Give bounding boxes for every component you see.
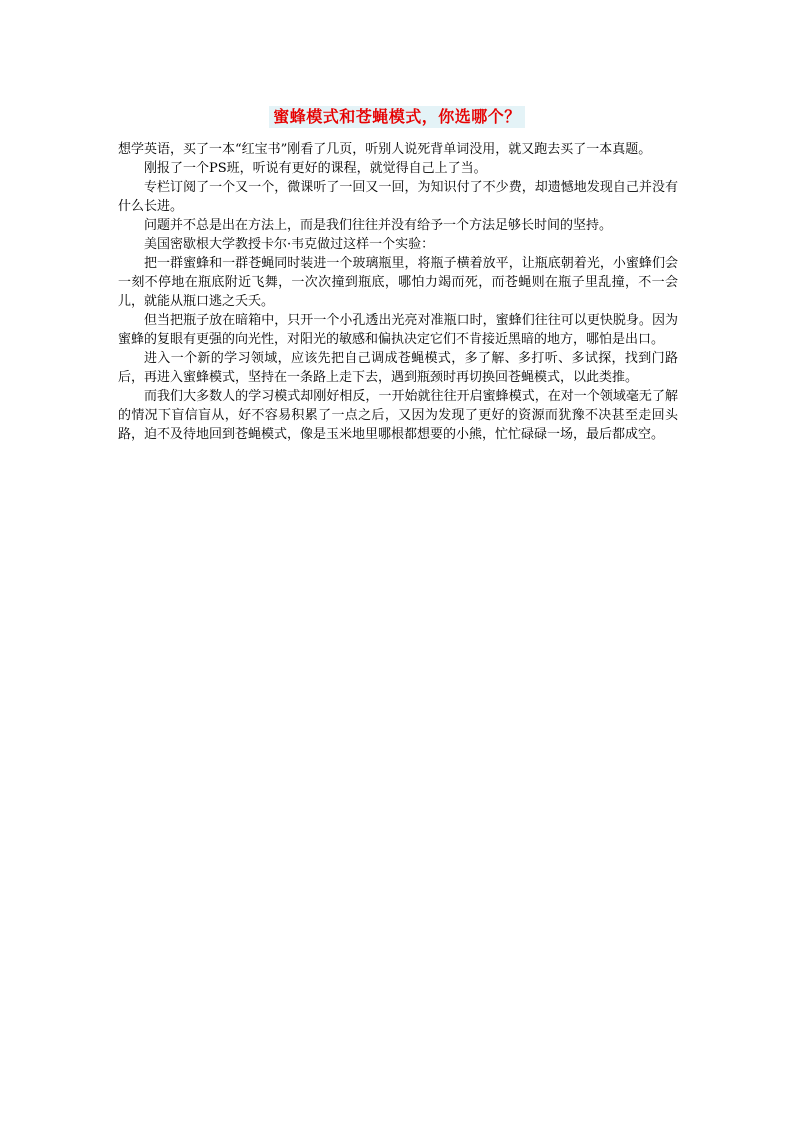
paragraph: 进入一个新的学习领域，应该先把自己调成苍蝇模式，多了解、多打听、多试探，找到门路后，再进入蜜蜂模式，坚持在一条路上走下去，遇到瓶颈时再切换回苍蝇模式，以此类推。 (118, 351, 678, 385)
document-title: 蜜蜂模式和苍蝇模式，你选哪个？ (269, 106, 525, 128)
document-body (118, 140, 678, 444)
paragraph: 把一群蜜蜂和一群苍蝇同时装进一个玻璃瓶里，将瓶子横着放平，让瓶底朝着光，小蜜蜂们会一刻不停地在瓶底附近飞舞，一次次撞到瓶底，哪怕力竭而死，而苍蝇则在瓶子里乱撞，不一会儿，就能从瓶口逃之夭夭。 (118, 256, 678, 309)
paragraph: 专栏订阅了一个又一个，微课听了一回又一回，为知识付了不少费，却遗憾地发现自己并没有什么长进。 (118, 180, 678, 214)
paragraph: 问题并不总是出在方法上，而是我们往往并没有给予一个方法足够长时间的坚持。 (144, 218, 613, 233)
title-container (0, 106, 794, 128)
paragraph: 但当把瓶子放在暗箱中，只开一个小孔透出光亮对准瓶口时，蜜蜂们往往可以更快脱身。因为蜜蜂的复眼有更强的向光性，对阳光的敏感和偏执决定它们不肯接近黑暗的地方，哪怕是出口。 (118, 313, 678, 347)
paragraph: 美国密歇根大学教授卡尔·韦克做过这样一个实验： (144, 237, 435, 252)
paragraph: 刚报了一个PS班，听说有更好的课程，就觉得自己上了当。 (144, 161, 487, 176)
paragraph: 想学英语，买了一本“红宝书”刚看了几页，听别人说死背单词没用，就又跑去买了一本真题。 (118, 142, 652, 157)
paragraph: 而我们大多数人的学习模式却刚好相反，一开始就往往开启蜜蜂模式，在对一个领域毫无了解的情况下盲信盲从，好不容易积累了一点之后，又因为发现了更好的资源而犹豫不决甚至走回头路，迫不及待地回到苍蝇模式，像是玉米地里哪根都想要的小熊，忙忙碌碌一场，最后都成空。 (118, 389, 678, 442)
